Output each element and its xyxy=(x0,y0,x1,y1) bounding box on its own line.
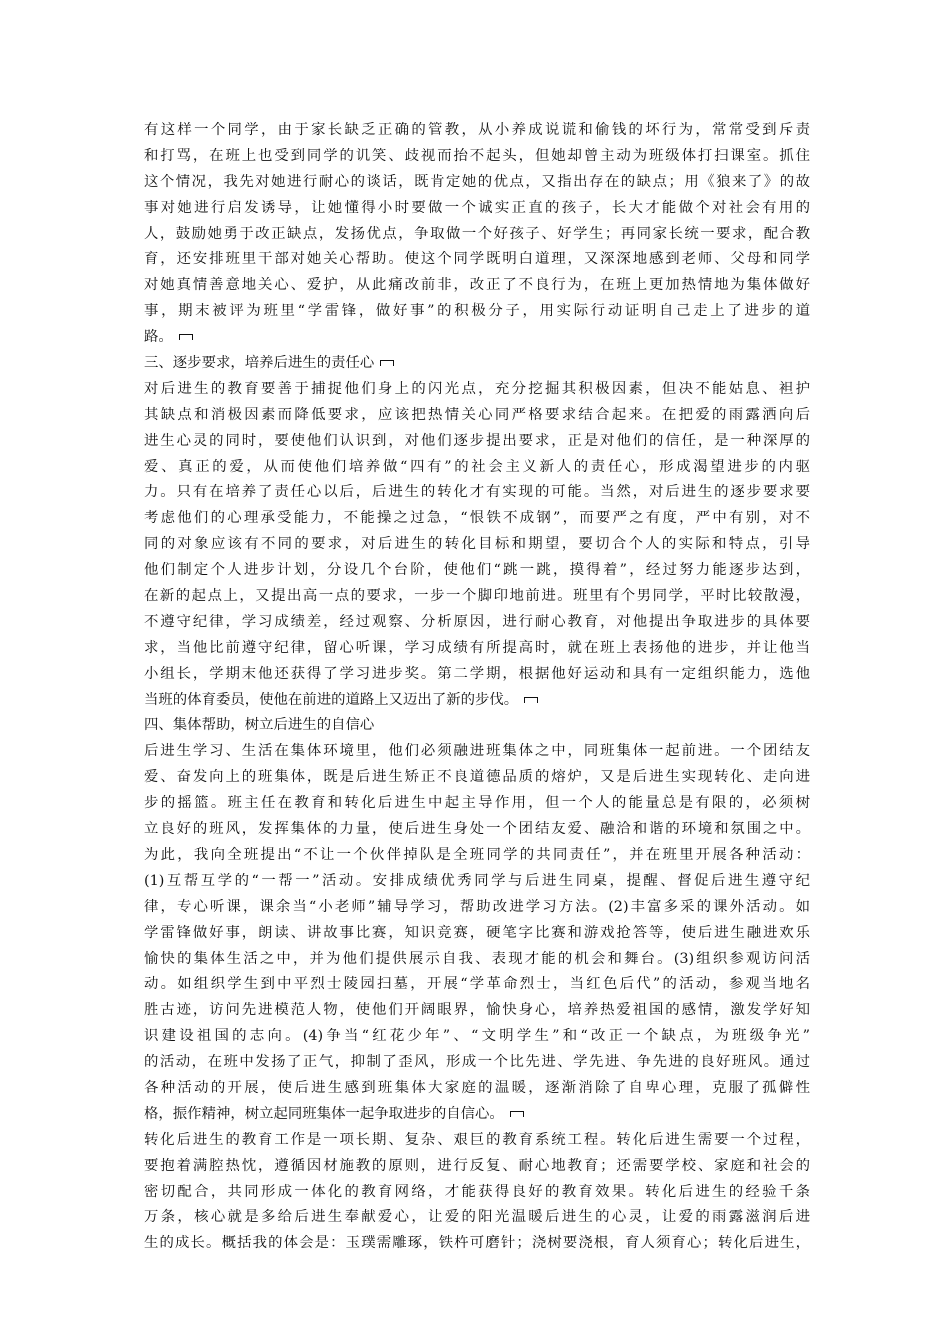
text-line: 他们制定个人进步计划，分设几个台阶，使他们“跳一跳，摸得着”，经过努力能逐步达到， xyxy=(144,562,810,579)
text-line xyxy=(144,1102,810,1128)
text-line-content: 格，振作精神，树立起同班集体一起争取进步的自信心。 xyxy=(144,1105,504,1122)
text-line: 力。只有在培养了责任心以后，后进生的转化才有实现的可能。当然，对后进生的逐步要求要 xyxy=(144,484,810,501)
text-line: 要抱着满腔热忱，遵循因材施教的原则，进行反复、耐心地教育；还需要学校、家庭和社会的 xyxy=(144,1157,810,1174)
text-line: 立良好的班风，发挥集体的力量，使后进生身处一个团结友爱、融洽和谐的环境和氛围之中。 xyxy=(144,821,810,838)
text-line: 愉快的集体生活之中，并为他们提供展示自我、表现才能的机会和舞台。(3)组织参观访问活 xyxy=(144,950,810,967)
text-line: 动。如组织学生到中平烈士陵园扫墓，开展“学革命烈士，当红色后代”的活动，参观当地名 xyxy=(144,976,810,993)
text-line: 万条，核心就是多给后进生奉献爱心，让爱的阳光温暖后进生的心灵，让爱的雨露滋润后进 xyxy=(144,1209,810,1226)
text-line: 小组长，学期末他还获得了学习进步奖。第二学期，根据他好运动和具有一定组织能力，选他 xyxy=(144,665,810,682)
text-line: 这个情况，我先对她进行耐心的谈话，既肯定她的优点，又指出存在的缺点；用《狼来了》的故 xyxy=(144,173,810,190)
text-line: 识建设祖国的志向。(4)争当“红花少年”、“文明学生”和“改正一个缺点，为班级争光” xyxy=(144,1028,810,1045)
text-line-content: 当班的体育委员，使他在前进的道路上又迈出了新的步伐。 xyxy=(144,691,519,708)
text-line: 事对她进行启发诱导，让她懂得小时要做一个诚实正直的孩子，长大才能做个对社会有用的 xyxy=(144,199,810,216)
text-line: 求，当他比前遵守纪律，留心听课，学习成绩有所提高时，就在班上表扬他的进步，并让他当 xyxy=(144,639,810,656)
text-line: 密切配合，共同形成一体化的教育网络，才能获得良好的教育效果。转化后进生的经验千条 xyxy=(144,1183,810,1200)
text-line: 各种活动的开展，使后进生感到班集体大家庭的温暖，逐渐消除了自卑心理，克服了孤僻性 xyxy=(144,1079,810,1096)
text-line: 有这样一个同学，由于家长缺乏正确的管教，从小养成说谎和偷钱的坏行为，常常受到斥责 xyxy=(144,122,810,138)
text-line: 育，还安排班里干部对她关心帮助。使这个同学既明白道理，又深深地感到老师、父母和同学 xyxy=(144,251,810,268)
document-page xyxy=(144,118,810,1257)
text-line: 其缺点和消极因素而降低要求，应该把热情关心同严格要求结合起来。在把爱的雨露洒向后 xyxy=(144,406,810,423)
section-heading xyxy=(144,351,810,377)
paragraph-mark-icon xyxy=(380,360,394,366)
text-line: 学雷锋做好事，朗读、讲故事比赛，知识竞赛，硬笔字比赛和游戏抢答等，使后进生融进欢乐 xyxy=(144,924,810,941)
text-line: 后进生学习、生活在集体环境里，他们必须融进班集体之中，同班集体一起前进。一个团结友 xyxy=(144,743,810,760)
text-line: 进生心灵的同时，要使他们认识到，对他们逐步提出要求，正是对他们的信任，是一种深厚的 xyxy=(144,432,810,449)
text-line: 爱、奋发向上的班集体，既是后进生矫正不良道德品质的熔炉，又是后进生实现转化、走向进 xyxy=(144,769,810,786)
text-line: 事，期末被评为班里“学雷锋，做好事”的积极分子，用实际行动证明自己走上了进步的道 xyxy=(144,303,810,320)
text-line: (1)互帮互学的“一帮一”活动。安排成绩优秀同学与后进生同桌，提醒、督促后进生遵守纪 xyxy=(144,872,810,889)
text-line: 考虑他们的心理承受能力，不能操之过急，“恨铁不成钢”，而要严之有度，严中有别，对不 xyxy=(144,510,810,527)
text-line: 胜古迹，访问先进模范人物，使他们开阔眼界，愉快身心，培养热爱祖国的感情，激发学好知 xyxy=(144,1002,810,1019)
text-line: 不遵守纪律，学习成绩差，经过观察、分析原因，进行耐心教育，对他提出争取进步的具体要 xyxy=(144,613,810,630)
text-line: 人，鼓励她勇于改正缺点，发扬优点，争取做一个好孩子、好学生；再同家长统一要求，配合教 xyxy=(144,225,810,242)
text-line: 和打骂，在班上也受到同学的讥笑、歧视而抬不起头，但她却曾主动为班级体打扫课室。抓住 xyxy=(144,147,810,164)
text-line: 步的摇篮。班主任在教育和转化后进生中起主导作用，但一个人的能量总是有限的，必须树 xyxy=(144,795,810,812)
text-line: 律，专心听课，课余当“小老师”辅导学习，帮助改进学习方法。(2)丰富多采的课外活动。如 xyxy=(144,898,810,915)
text-line: 在新的起点上，又提出高一点的要求，一步一个脚印地前进。班里有个男同学，平时比较散漫， xyxy=(144,588,810,605)
text-line: 同的对象应该有不同的要求，对后进生的转化目标和期望，要切合个人的实际和特点，引导 xyxy=(144,536,810,553)
section-heading-text: 三、逐步要求，培养后进生的责任心 xyxy=(144,355,375,372)
section-heading: 四、集体帮助，树立后进生的自信心 xyxy=(144,717,375,734)
paragraph-mark-icon xyxy=(510,1111,524,1117)
paragraph-mark-icon xyxy=(179,334,193,340)
text-line: 爱、真正的爱，从而使他们培养做“四有”的社会主义新人的责任心，形成渴望进步的内驱 xyxy=(144,458,810,475)
text-line xyxy=(144,325,810,351)
text-line: 对她真情善意地关心、爱护，从此痛改前非，改正了不良行为，在班上更加热情地为集体做好 xyxy=(144,277,810,294)
text-line: 为此，我向全班提出“不让一个伙伴掉队是全班同学的共同责任”，并在班里开展各种活动： xyxy=(144,846,810,863)
text-line-content: 路。 xyxy=(144,329,173,346)
paragraph-mark-icon xyxy=(524,697,538,703)
text-line: 的活动，在班中发扬了正气，抑制了歪风，形成一个比先进、学先进、争先进的良好班风。通过 xyxy=(144,1054,810,1071)
text-line: 转化后进生的教育工作是一项长期、复杂、艰巨的教育系统工程。转化后进生需要一个过程， xyxy=(144,1131,810,1148)
text-line xyxy=(144,688,810,714)
text-line: 对后进生的教育要善于捕捉他们身上的闪光点，充分挖掘其积极因素，但决不能姑息、袒护 xyxy=(144,380,810,397)
text-line: 生的成长。概括我的体会是：玉璞需雕琢，铁杵可磨针；浇树要浇根，育人须育心；转化后进生， xyxy=(144,1235,810,1252)
